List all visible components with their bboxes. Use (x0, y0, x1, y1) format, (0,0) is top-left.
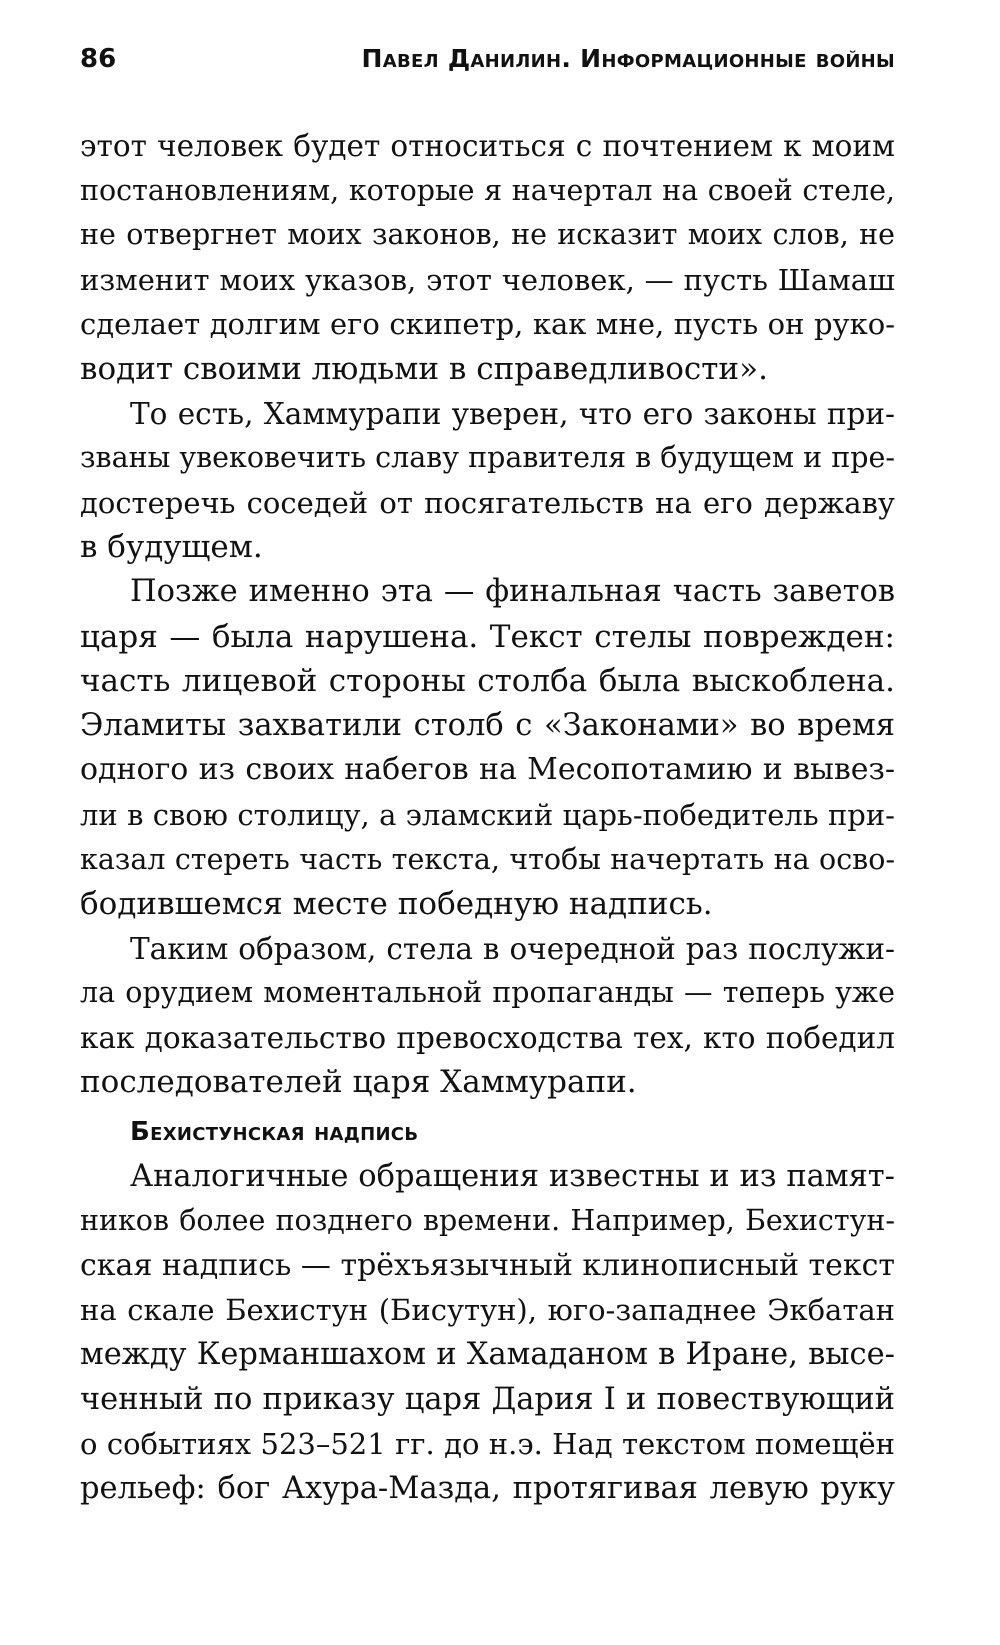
text-line: казал стереть часть текста, чтобы начертать на осво- (80, 842, 895, 876)
text-line: То есть, Хаммурапи уверен, что его законы при- (130, 396, 895, 431)
running-title: Павел Данилин. Информационные войны (361, 44, 895, 73)
text-line: Аналогичные обращения известны и из памят- (130, 1158, 895, 1194)
text-line: ников более позднего времени. Например, Бехистун- (80, 1204, 895, 1238)
text-line: ла орудием моментальной пропаганды — теперь уже (80, 976, 895, 1010)
text-line: как доказательство превосходства тех, кто победил (80, 1020, 895, 1055)
text-line: бодившемся месте победную надпись. (80, 886, 713, 923)
page-number: 86 (80, 44, 117, 74)
text-line: изменит моих указов, этот человек, — пусть Шамаш (80, 262, 895, 297)
text-line: званы увековечить славу правителя в будущем и пре- (80, 441, 895, 475)
text-line: на скале Бехистун (Бисутун), юго-западнее Экбатан (80, 1293, 895, 1328)
text-line: ченный по приказу царя Дария I и повествующий (80, 1381, 895, 1417)
text-line: рельеф: бог Ахура-Мазда, протягивая левую руку (80, 1470, 895, 1506)
section-heading: Бехистунская надпись (130, 1117, 419, 1147)
text-line: царя — была нарушена. Текст стелы поврежден: (80, 618, 895, 655)
text-line: Позже именно эта — финальная часть заветов (130, 573, 895, 609)
text-line: достеречь соседей от посягательств на его державу (80, 485, 895, 520)
paragraph (80, 124, 895, 392)
text-line: водит своими людьми в справедливости». (80, 350, 768, 387)
text-line: последователей царя Хаммурапи. (80, 1064, 637, 1101)
main-text (80, 124, 895, 1105)
text-line: между Керманшахом и Хамаданом в Иране, высе- (80, 1336, 895, 1372)
text-line: ская надпись — трёхъязычный клинописный текст (80, 1247, 895, 1283)
text-line: часть лицевой стороны столба была выскоблена. (80, 663, 895, 700)
text-line: не отвергнет моих законов, не исказит моих слов, не (80, 218, 895, 252)
text-line: этот человек будет относиться с почтением к моим (80, 129, 895, 163)
text-line: Эламиты захватили столб с «Законами» во время (80, 707, 895, 743)
text-line: Таким образом, стела в очередной раз послужи- (130, 931, 895, 966)
text-line: одного из своих набегов на Месопотамию и вывез- (80, 752, 895, 788)
running-head (80, 42, 895, 82)
text-line: о событиях 523–521 гг. до н.э. Над текстом помещён (80, 1427, 895, 1462)
text-line: сделает долгим его скипетр, как мне, пусть он руко- (80, 307, 895, 342)
text-line: ли в свою столицу, а эламский царь-победитель при- (80, 797, 895, 832)
paragraph (80, 1155, 895, 1512)
paragraph (80, 392, 895, 570)
section (80, 1110, 895, 1511)
paragraph (80, 570, 895, 927)
text-line: в будущем. (80, 529, 263, 566)
text-line: постановлениям, которые я начертал на своей стеле, (80, 173, 895, 207)
paragraph (80, 927, 895, 1105)
